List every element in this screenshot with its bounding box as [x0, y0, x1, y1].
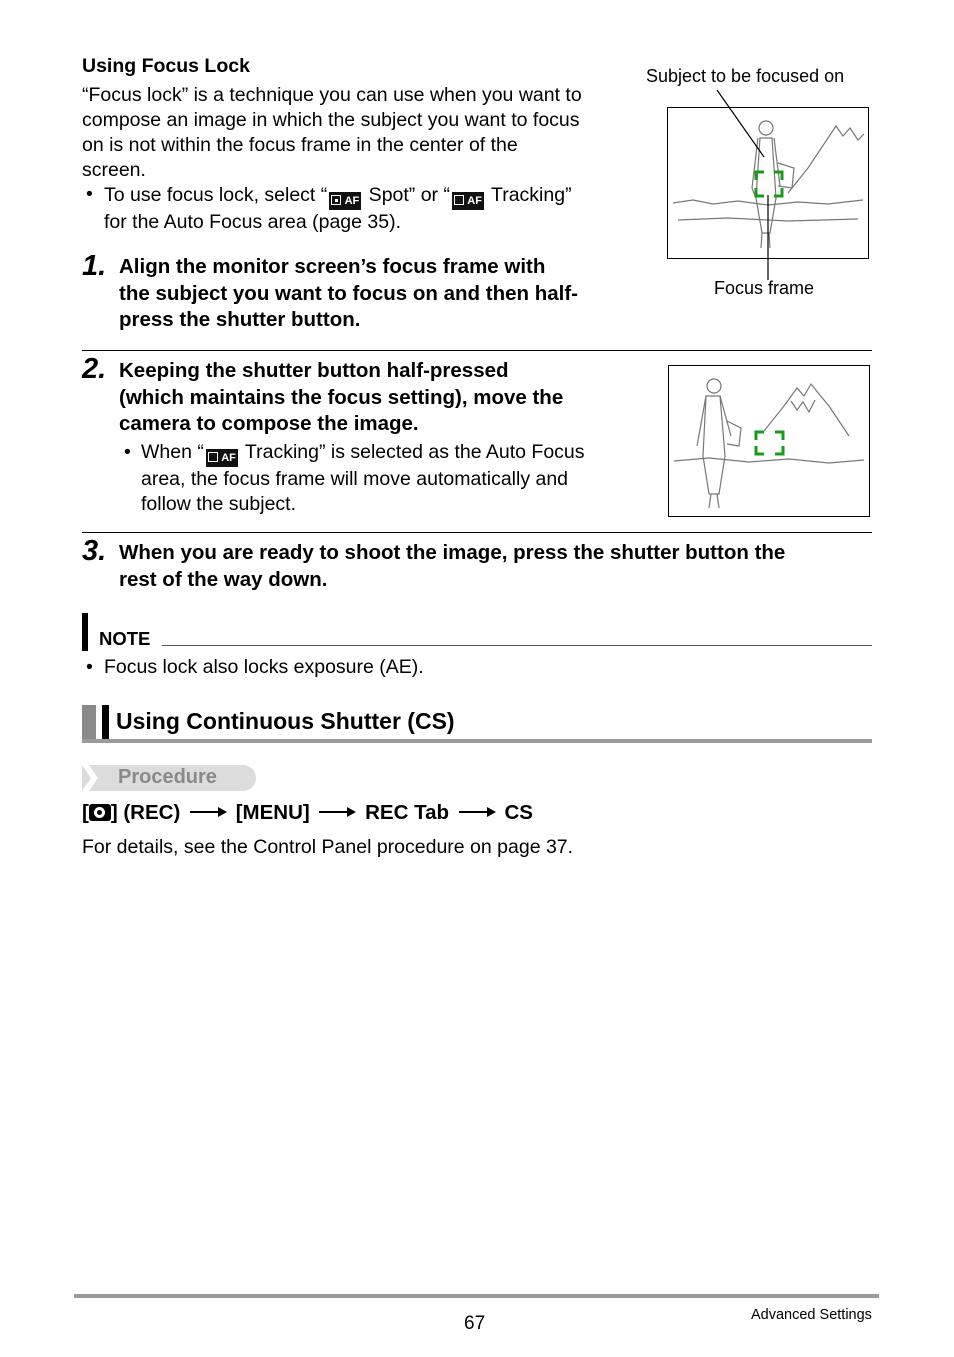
- footer-section: Advanced Settings: [751, 1307, 872, 1323]
- focus-lock-bullet: To use focus lock, select “ AF Spot” or “ AF Tracking” for the Auto Focus area (page 35).: [104, 184, 572, 233]
- intro-line: compose an image in which the subject you want to focus: [82, 109, 580, 131]
- section-marker-gray: [82, 705, 96, 743]
- step-2-number: 2.: [82, 353, 107, 385]
- intro-line: “Focus lock” is a technique you can use when you want to: [82, 84, 582, 106]
- figure-label-subject: Subject to be focused on: [646, 66, 845, 86]
- spot-af-icon: AF: [329, 192, 361, 210]
- continuous-heading: Using Continuous Shutter (CS): [116, 708, 455, 734]
- note-rule: [162, 645, 872, 646]
- step-3-number: 3.: [82, 535, 107, 567]
- intro-line: screen.: [82, 159, 146, 181]
- bullet-dot: •: [124, 441, 131, 463]
- section-marker-black: [102, 705, 109, 743]
- step-3-text: When you are ready to shoot the image, press the shutter button the rest of the way down.: [119, 541, 786, 591]
- focus-frame-brackets: [756, 432, 783, 454]
- arrow-right-icon: [188, 806, 228, 818]
- focus-lock-intro: [82, 83, 622, 183]
- step-2-sub-bullet: When “ AF Tracking” is selected as the Auto Focus area, the focus frame will move automatically and follow the subject.: [141, 441, 585, 515]
- intro-line: on is not within the focus frame in the center of the: [82, 134, 518, 156]
- arrow-right-icon: [317, 806, 357, 818]
- footer-rule: [74, 1294, 879, 1298]
- procedure-label: Procedure: [118, 766, 217, 788]
- tracking-af-icon: AF: [452, 192, 484, 210]
- note-marker: [82, 613, 88, 651]
- divider: [82, 532, 872, 533]
- divider: [82, 350, 872, 351]
- section-rule: [82, 739, 872, 743]
- step-1-text: Align the monitor screen’s focus frame with the subject you want to focus on and then half- press the shutter button.: [119, 255, 578, 331]
- procedure-pill: [82, 765, 256, 791]
- camera-icon: [89, 804, 111, 821]
- arrow-right-icon: [457, 806, 497, 818]
- recompose-illustration: [668, 365, 870, 517]
- page-number: 67: [464, 1313, 486, 1334]
- step-1-number: 1.: [82, 250, 107, 282]
- figure-leader-lines: [700, 85, 800, 285]
- scene-sketch-icon: [669, 366, 869, 516]
- chevron-right-icon: [82, 765, 104, 791]
- menu-path: [ ] (REC) [MENU] REC Tab CS: [82, 801, 533, 824]
- step-2-text: Keeping the shutter button half-pressed (which maintains the focus setting), move the camera to compose the image.: [119, 359, 564, 435]
- figure-label-frame: Focus frame: [714, 278, 815, 298]
- details-text: For details, see the Control Panel procedure on page 37.: [82, 836, 574, 858]
- note-bullet: Focus lock also locks exposure (AE).: [104, 656, 424, 678]
- note-label: NOTE: [99, 628, 151, 649]
- focus-lock-heading: Using Focus Lock: [82, 55, 250, 77]
- bullet-dot: •: [86, 183, 93, 205]
- bullet-dot: •: [86, 656, 93, 678]
- tracking-af-icon: AF: [206, 449, 238, 467]
